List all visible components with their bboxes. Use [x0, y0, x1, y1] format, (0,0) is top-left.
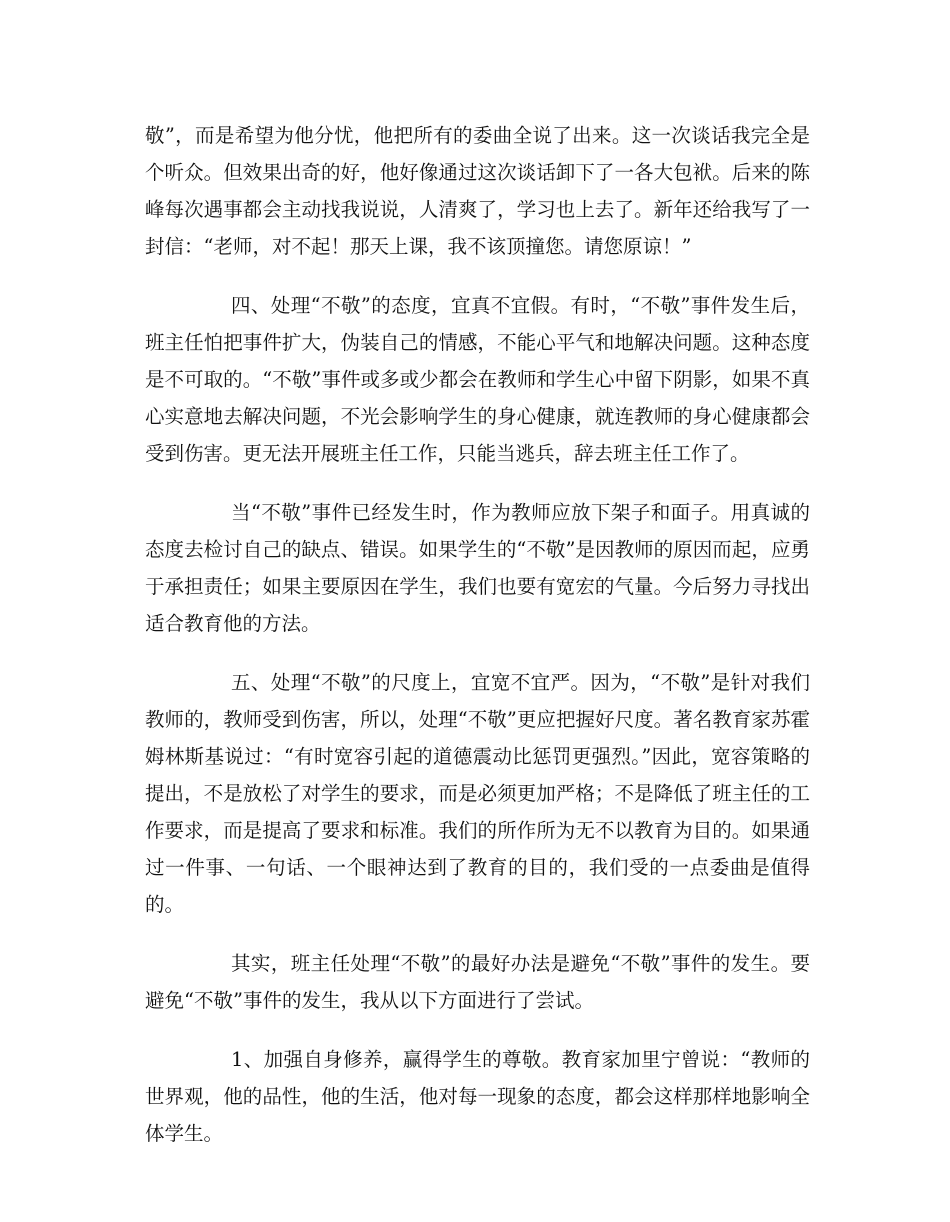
paragraph-section-five: 五、处理“不敬”的尺度上，宜宽不宜严。因为，“不敬”是针对我们教师的，教师受到伤害，所以，处理“不敬”更应把握好尺度。著名教育家苏霍姆林斯基说过：“有时宽容引起的道德震动比惩罚更强烈。”因此，宽容策略的提出，不是放松了对学生的要求，而是必须更加严格；不是降低了班主任的工作要求，而是提高了要求和标准。我们的所作所为无不以教育为目的。如果通过一件事、一句话、一个眼神达到了教育的目的，我们受的一点委曲是值得的。: [145, 671, 810, 916]
paragraph-item-one: 1、加强自身修养，赢得学生的尊敬。教育家加里宁曾说：“教师的世界观，他的品性，他的生活，他对每一现象的态度，都会这样那样地影响全体学生。: [145, 1048, 810, 1145]
paragraph-prevention: 其实，班主任处理“不敬”的最好办法是避免“不敬”事件的发生。要避免“不敬”事件的发生，我从以下方面进行了尝试。: [145, 952, 810, 1012]
document-body: [145, 117, 810, 1174]
paragraph-section-four: 四、处理“不敬”的态度，宜真不宜假。有时，“不敬”事件发生后，班主任怕把事件扩大，伪装自己的情感，不能心平气和地解决问题。这种态度是不可取的。“不敬”事件或多或少都会在教师和学生心中留下阴影，如果不真心实意地去解决问题，不光会影响学生的身心健康，就连教师的身心健康都会受到伤害。更无法开展班主任工作，只能当逃兵，辞去班主任工作了。: [145, 294, 810, 465]
paragraph-teacher-attitude: 当“不敬”事件已经发生时，作为教师应放下架子和面子。用真诚的态度去检讨自己的缺点、错误。如果学生的“不敬”是因教师的原因而起，应勇于承担责任；如果主要原因在学生，我们也要有宽宏的气量。今后努力寻找出适合教育他的方法。: [145, 501, 810, 635]
paragraph-continuation: 敬”，而是希望为他分忧，他把所有的委曲全说了出来。这一次谈话我完全是个听众。但效果出奇的好，他好像通过这次谈话卸下了一各大包袱。后来的陈峰每次遇事都会主动找我说说，人清爽了，学习也上去了。新年还给我写了一封信：“老师，对不起！那天上课，我不该顶撞您。请您原谅！”: [145, 124, 810, 258]
